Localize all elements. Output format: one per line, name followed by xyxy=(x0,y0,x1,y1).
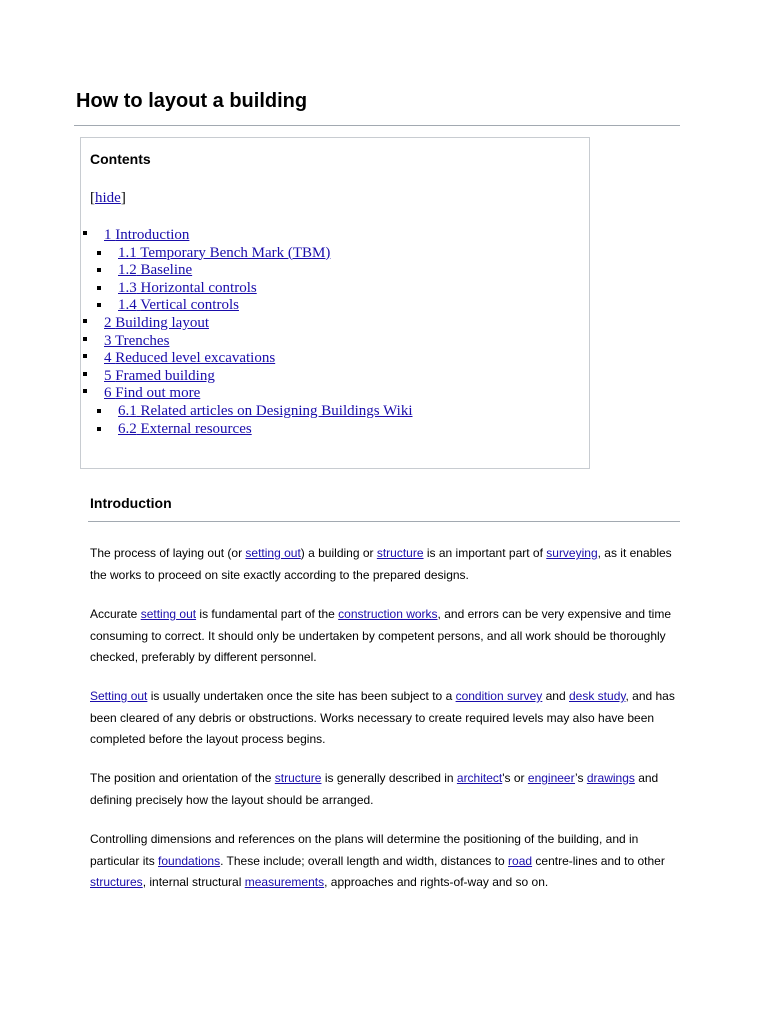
toc-item-number: 3 xyxy=(104,332,112,349)
inline-link[interactable]: structures xyxy=(90,875,143,889)
inline-link[interactable]: drawings xyxy=(586,771,635,785)
toc-link[interactable] xyxy=(104,368,215,386)
bullet-icon xyxy=(83,372,87,376)
paragraph-text: 's or xyxy=(502,771,528,785)
inline-link[interactable]: structure xyxy=(376,546,424,560)
bullet-icon xyxy=(97,409,101,413)
paragraph-text: is fundamental part of the xyxy=(196,607,339,621)
toc-link[interactable] xyxy=(118,245,330,263)
paragraph xyxy=(90,686,680,751)
bullet-icon xyxy=(97,303,101,307)
paragraph-text: . These include; overall length and width, distances to xyxy=(220,853,509,868)
toc-heading: Contents xyxy=(90,151,151,167)
inline-link[interactable]: Setting out xyxy=(90,689,148,703)
toc-link[interactable] xyxy=(118,403,413,421)
paragraph-text: is an important part of xyxy=(423,546,547,560)
bullet-icon xyxy=(83,389,87,393)
paragraph-text: , as it enables the works to proceed on site exactly according to the prepared designs. xyxy=(90,546,672,582)
section-heading-introduction: Introduction xyxy=(90,495,172,511)
inline-link[interactable]: architect xyxy=(456,771,503,785)
toc-link[interactable] xyxy=(104,385,200,403)
inline-link[interactable]: engineer xyxy=(527,771,576,785)
toc-item-label: Trenches xyxy=(114,332,170,349)
bullet-icon xyxy=(97,427,101,431)
toc-item-label: External resources xyxy=(140,420,252,437)
toc-link[interactable] xyxy=(104,350,275,368)
toc-link[interactable] xyxy=(118,421,252,439)
toc-item-number: 6 xyxy=(104,385,112,402)
toc-link[interactable] xyxy=(118,262,192,280)
section-divider xyxy=(88,521,680,522)
bullet-icon xyxy=(83,231,87,235)
inline-link[interactable]: measurements xyxy=(244,875,325,889)
inline-link[interactable]: condition survey xyxy=(455,689,543,703)
toc-link[interactable] xyxy=(104,333,169,351)
paragraph xyxy=(90,543,680,586)
inline-link[interactable]: foundations xyxy=(158,853,221,868)
toc-item-number: 1.1 xyxy=(118,244,137,261)
bullet-icon xyxy=(83,319,87,323)
inline-link[interactable]: construction works xyxy=(338,607,438,621)
toc-item-label: Reduced level excavations xyxy=(115,350,276,367)
inline-link[interactable]: structure xyxy=(274,771,322,785)
inline-link[interactable]: road xyxy=(508,853,533,868)
toc-item-label: Vertical controls xyxy=(140,297,239,314)
paragraph-text: Controlling dimensions and references on the plans will determine the positioning of the building, and in particular its xyxy=(90,832,639,868)
page-title: How to layout a building xyxy=(76,90,308,112)
toc-item-number: 1.3 xyxy=(118,279,137,296)
toc-item-number: 1.4 xyxy=(118,297,137,314)
paragraph-text: and defining precisely how the layout should be arranged. xyxy=(90,771,659,807)
paragraph-text: , internal structural xyxy=(142,875,245,889)
toc-item-label: Introduction xyxy=(115,227,190,243)
bullet-icon xyxy=(97,286,101,290)
inline-link[interactable]: desk study xyxy=(569,689,626,703)
toc-item-number: 1 xyxy=(104,227,112,243)
paragraph xyxy=(90,829,680,894)
paragraph-text: is generally described in xyxy=(321,771,457,785)
toc-item-number: 2 xyxy=(104,314,112,331)
inline-link[interactable]: setting out xyxy=(245,546,301,560)
toc-toggle: [hide] xyxy=(90,190,126,206)
paragraph-text: , approaches and rights-of-way and so on. xyxy=(324,875,549,889)
toc-hide-link[interactable]: hide xyxy=(95,190,121,206)
bullet-icon xyxy=(83,337,87,341)
toc-item-number: 6.2 xyxy=(118,420,137,437)
paragraph-text: and xyxy=(542,689,569,703)
paragraph xyxy=(90,604,680,669)
paragraph xyxy=(90,768,680,811)
toc-item-label: Temporary Bench Mark (TBM) xyxy=(140,244,331,261)
toc-item-number: 1.2 xyxy=(118,262,137,279)
toc-item-label: Horizontal controls xyxy=(140,279,257,296)
toc-item-label: Building layout xyxy=(115,314,209,331)
toc-link[interactable] xyxy=(118,280,257,298)
toc-item-label: Find out more xyxy=(115,385,201,402)
bullet-icon xyxy=(83,354,87,358)
toc-item-label: Framed building xyxy=(115,367,215,384)
bullet-icon xyxy=(97,268,101,272)
bullet-icon xyxy=(97,251,101,255)
paragraph-text: centre-lines and to other xyxy=(532,853,665,868)
paragraph-text: , and errors can be very expensive and time consuming to correct. It should only be undertaken by competent persons, and all work should be thoroughly checked, preferably by different personnel. xyxy=(90,607,672,664)
paragraph-text: The position and orientation of the xyxy=(90,771,275,785)
toc-item-number: 5 xyxy=(104,367,112,384)
toc-item-label: Baseline xyxy=(140,262,193,279)
paragraph-text: ) a building or xyxy=(300,546,377,560)
paragraph-text: is usually undertaken once the site has been subject to a xyxy=(147,689,456,703)
paragraph-text: The process of laying out (or xyxy=(90,546,246,560)
inline-link[interactable]: setting out xyxy=(140,607,197,621)
toc-link[interactable] xyxy=(104,227,189,245)
paragraph-text: , and has been cleared of any debris or obstructions. Works necessary to create required levels may also have been completed before the layout process begins. xyxy=(90,689,675,746)
toc-link[interactable] xyxy=(104,315,209,333)
inline-link[interactable]: surveying xyxy=(546,546,598,560)
paragraph-text: ’s xyxy=(575,771,587,785)
toc-item-label: Related articles on Designing Buildings Wiki xyxy=(140,402,413,419)
toc-link[interactable] xyxy=(118,297,239,315)
toc-item-number: 6.1 xyxy=(118,402,137,419)
title-divider xyxy=(74,125,680,126)
toc-item-number: 4 xyxy=(104,350,112,367)
paragraph-text: Accurate xyxy=(90,607,141,621)
